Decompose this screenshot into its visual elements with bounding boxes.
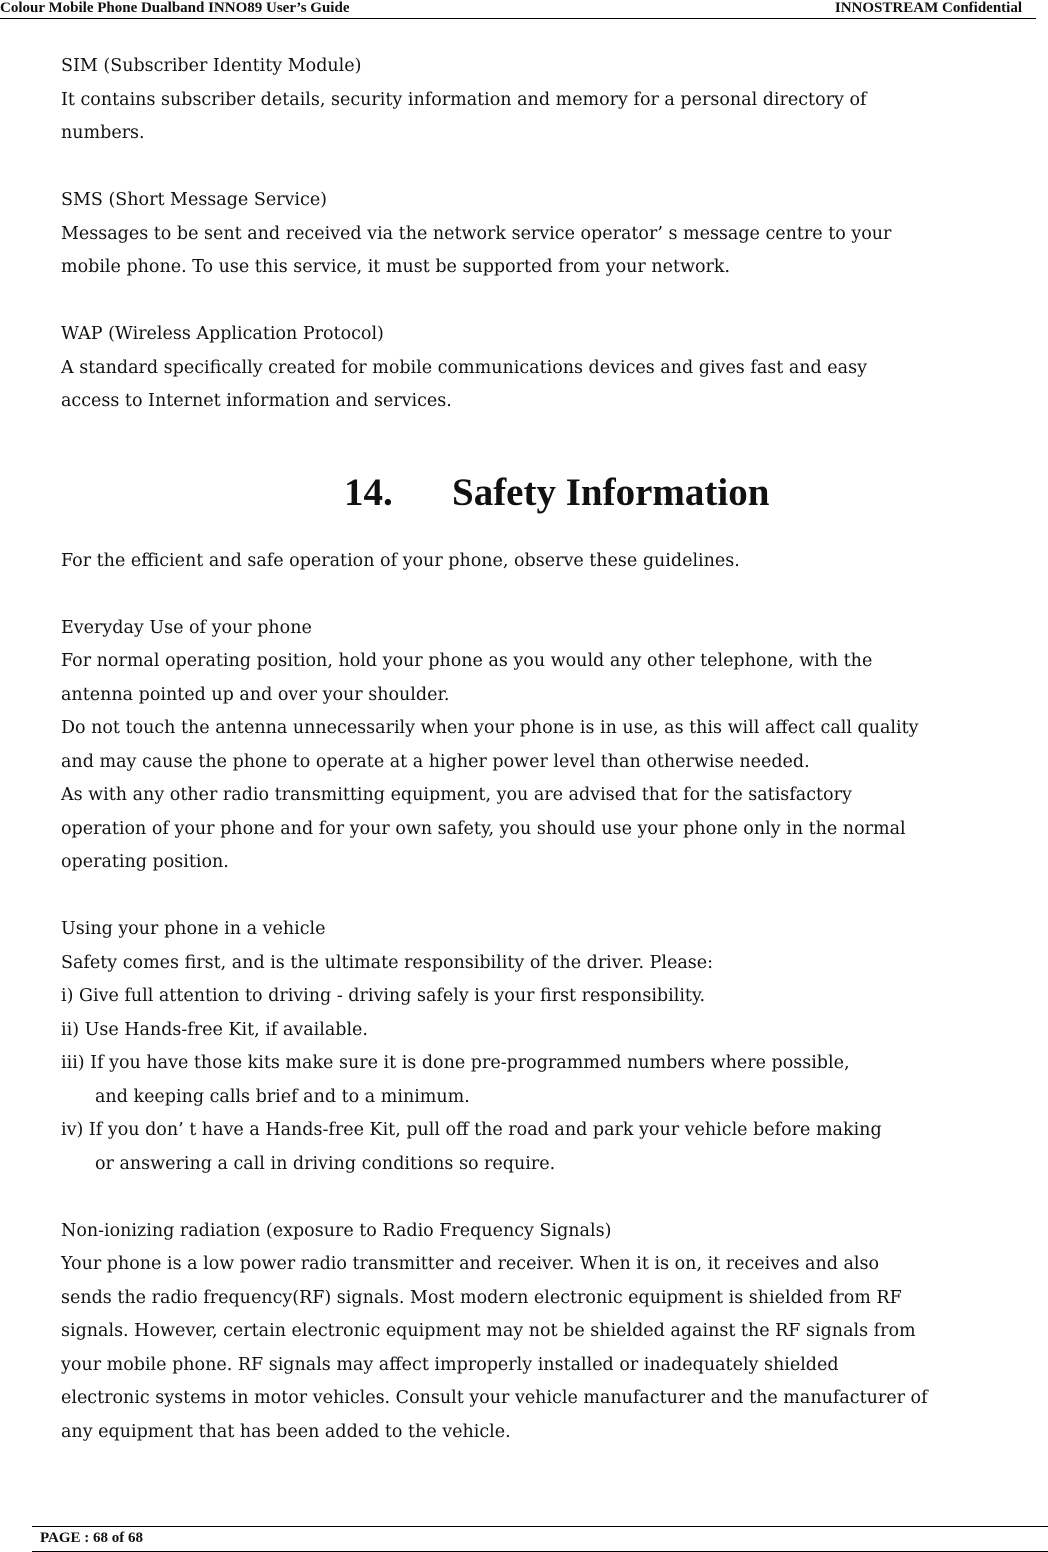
section-heading-everyday: Everyday Use of your phone (61, 617, 312, 638)
body-line: operation of your phone and for your own safety, you should use your phone only in the normal (61, 818, 906, 839)
chapter-number: 14. (344, 470, 393, 514)
body-line: signals. However, certain electronic equipment may not be shielded against the RF signals from (61, 1321, 916, 1341)
glossary-line: A standard specifically created for mobile communications devices and gives fast and easy (61, 357, 867, 378)
body-line: sends the radio frequency(RF) signals. Most modern electronic equipment is shielded from RF (61, 1287, 902, 1308)
glossary-line: Messages to be sent and received via the network service operator’ s message centre to your (61, 223, 892, 244)
document-title: Colour Mobile Phone Dualband INNO89 User’s Guide (0, 0, 350, 16)
body-line: antenna pointed up and over your shoulder. (61, 684, 450, 705)
list-item: iv) If you don’ t have a Hands-free Kit, pull off the road and park your vehicle before making (61, 1120, 882, 1140)
body-line: your mobile phone. RF signals may affect improperly installed or inadequately shielded (61, 1354, 839, 1375)
body-line: electronic systems in motor vehicles. Consult your vehicle manufacturer and the manufacturer of (61, 1388, 928, 1408)
glossary-term-wap: WAP (Wireless Application Protocol) (61, 324, 384, 344)
body-line: any equipment that has been added to the vehicle. (61, 1421, 511, 1442)
list-item-continuation: or answering a call in driving conditions so require. (95, 1153, 556, 1174)
body-line: Do not touch the antenna unnecessarily when your phone is in use, as this will affect call quality (61, 718, 919, 738)
list-item: ii) Use Hands-free Kit, if available. (61, 1019, 368, 1040)
page-content (61, 50, 1036, 1449)
glossary-line: numbers. (61, 123, 145, 143)
intro-text: For the efficient and safe operation of your phone, observe these guidelines. (61, 550, 740, 571)
body-line: and may cause the phone to operate at a higher power level than otherwise needed. (61, 751, 810, 772)
chapter-title: Safety Information (452, 470, 770, 514)
list-item: i) Give full attention to driving - driving safely is your first responsibility. (61, 986, 706, 1006)
body-line: Safety comes first, and is the ultimate responsibility of the driver. Please: (61, 952, 713, 973)
list-item-continuation: and keeping calls brief and to a minimum. (95, 1086, 470, 1107)
section-heading-radiation: Non-ionizing radiation (exposure to Radio Frequency Signals) (61, 1220, 612, 1241)
page-footer (32, 1526, 1048, 1552)
chapter-heading (61, 459, 1036, 527)
body-line: For normal operating position, hold your phone as you would any other telephone, with the (61, 651, 873, 671)
glossary-line: mobile phone. To use this service, it must be supported from your network. (61, 257, 731, 277)
glossary-line: access to Internet information and services. (61, 391, 452, 411)
section-heading-vehicle: Using your phone in a vehicle (61, 919, 326, 939)
list-item: iii) If you have those kits make sure it is done pre-programmed numbers where possible, (61, 1053, 850, 1073)
body-line: As with any other radio transmitting equipment, you are advised that for the satisfactory (61, 785, 852, 805)
glossary-line: It contains subscriber details, security information and memory for a personal directory of (61, 89, 867, 110)
page-header (0, 0, 1036, 19)
body-line: Your phone is a low power radio transmitter and receiver. When it is on, it receives and also (61, 1254, 880, 1274)
confidential-label: INNOSTREAM Confidential (834, 0, 1022, 16)
glossary-term-sim: SIM (Subscriber Identity Module) (61, 56, 362, 76)
glossary-term-sms: SMS (Short Message Service) (61, 190, 328, 210)
page-number: PAGE : 68 of 68 (40, 1530, 144, 1546)
body-line: operating position. (61, 852, 229, 872)
